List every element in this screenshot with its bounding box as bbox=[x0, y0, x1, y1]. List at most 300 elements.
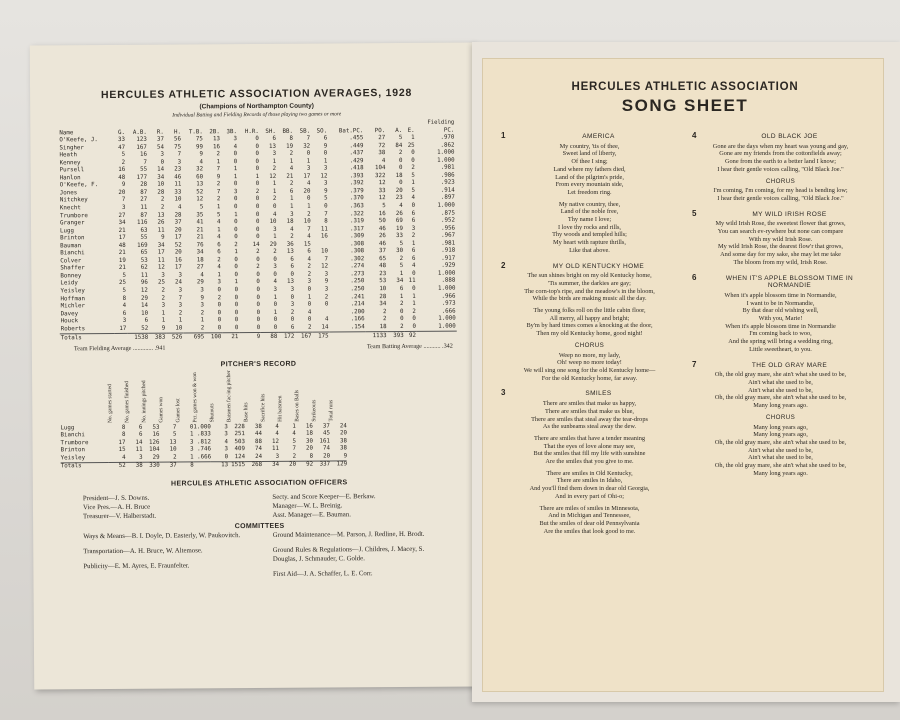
song bbox=[501, 389, 678, 535]
player-cell: 21 bbox=[286, 173, 294, 180]
player-cell: 1 bbox=[289, 203, 294, 210]
player-cell: 13 bbox=[196, 181, 204, 188]
song-title: WHEN IT'S APPLE BLOSSOM TIME IN NORMANDIE bbox=[725, 274, 854, 290]
player-cell: 1 bbox=[411, 180, 415, 187]
player-cell: 167 bbox=[136, 144, 147, 151]
pitcher-column-label: Total runs bbox=[328, 399, 335, 422]
player-cell: 2 bbox=[289, 150, 294, 157]
lyric-line: Many long years ago, bbox=[753, 431, 808, 439]
player-cell: 0 bbox=[255, 219, 260, 226]
player-cell: .250 bbox=[350, 286, 365, 293]
player-cell: .392 bbox=[349, 180, 364, 187]
player-cell: 0 bbox=[290, 271, 295, 278]
player-cell: 5 bbox=[382, 203, 386, 210]
player-cell: 9 bbox=[161, 234, 165, 241]
lyric-line: Ain't what she used to be, bbox=[748, 446, 813, 454]
player-cell: 0 bbox=[411, 150, 415, 157]
player-cell: 12 bbox=[196, 196, 204, 203]
player-cell: 32 bbox=[196, 166, 204, 173]
player-cell: 1.000 bbox=[437, 270, 456, 277]
player-cell: 104 bbox=[374, 165, 386, 172]
song-chorus bbox=[501, 352, 678, 383]
player-cell: 13 bbox=[269, 143, 277, 150]
pitcher-cell: 503 bbox=[234, 438, 246, 446]
player-cell: 4 bbox=[381, 157, 386, 164]
player-cell: 4 bbox=[217, 264, 221, 271]
player-cell: 1 bbox=[233, 173, 238, 180]
lyric-line: Oh, the old gray mare, she ain't what she used to be, bbox=[714, 438, 847, 446]
pitcher-totals-cell: 8 bbox=[177, 462, 194, 470]
player-cell: 3 bbox=[411, 225, 416, 232]
player-cell: 2 bbox=[307, 271, 312, 278]
player-cell: Hoffman bbox=[60, 295, 85, 302]
player-cell: 26 bbox=[395, 210, 403, 217]
player-cell: Pursell bbox=[59, 167, 85, 174]
player-cell: Shaffer bbox=[60, 265, 85, 272]
player-cell: Colver bbox=[60, 258, 82, 265]
player-cell: 0 bbox=[290, 316, 295, 323]
pitcher-cell: 20 bbox=[306, 445, 314, 453]
player-cell: 6 bbox=[290, 264, 294, 271]
lyric-line: Oh, the old gray mare, she ain't what she used to be, bbox=[714, 394, 847, 402]
player-cell: 65 bbox=[379, 255, 387, 262]
player-cell: 3 bbox=[233, 189, 238, 196]
player-cell: 21 bbox=[118, 265, 126, 272]
player-cell: 0 bbox=[412, 285, 416, 292]
player-cell: 25 bbox=[118, 280, 127, 287]
player-cell: 11 bbox=[140, 272, 148, 279]
pitcher-column-label: Hit batsmen bbox=[277, 395, 284, 422]
officers-title: HERCULES ATHLETIC ASSOCIATION OFFICERS bbox=[171, 479, 348, 488]
player-cell: Roberts bbox=[60, 325, 86, 333]
player-cell: 8 bbox=[289, 135, 294, 142]
player-cell: .970 bbox=[440, 134, 455, 141]
player-cell: 5 bbox=[411, 187, 416, 194]
player-cell: 2 bbox=[289, 181, 294, 188]
player-cell: 11 bbox=[174, 181, 182, 188]
lyric-line: By'm by hard times comes a knocking at the door, bbox=[526, 322, 653, 330]
player-cell: 0 bbox=[256, 286, 260, 294]
player-cell: 87 bbox=[140, 189, 148, 196]
pitcher-cell: Lugg bbox=[60, 425, 75, 432]
player-cell: 10 bbox=[175, 325, 183, 332]
player-cell: 0 bbox=[400, 316, 404, 323]
lyric-line: My native country, thee, bbox=[558, 200, 621, 208]
player-cell: 14 bbox=[321, 324, 329, 331]
pitcher-cell: 2 bbox=[292, 453, 297, 460]
player-cell: 16 bbox=[139, 151, 147, 158]
player-cell: 4 bbox=[217, 234, 221, 241]
song-verse bbox=[501, 143, 678, 197]
pitcher-cell: 3 bbox=[139, 454, 143, 461]
averages-page bbox=[30, 42, 479, 689]
player-cell: 0 bbox=[234, 256, 238, 263]
lyric-line: Then my old Kentucky home, good night! bbox=[536, 330, 643, 338]
player-cell: 7 bbox=[178, 295, 183, 302]
player-cell: 25 bbox=[407, 142, 415, 149]
player-cell: 1 bbox=[306, 158, 311, 165]
player-cell: 96 bbox=[140, 280, 148, 287]
player-cell: 0 bbox=[255, 181, 260, 188]
lyric-line: But the smiles that fill my life with sunshine bbox=[533, 450, 646, 458]
pitcher-column-header bbox=[295, 369, 312, 421]
player-cell: 18 bbox=[395, 172, 403, 179]
player-cell: 0 bbox=[217, 317, 222, 324]
player-cell: 75 bbox=[174, 144, 182, 151]
column-header: G. bbox=[117, 129, 125, 136]
song-verse bbox=[501, 435, 678, 466]
player-cell: 1 bbox=[273, 294, 278, 301]
pitcher-totals-cell: 37 bbox=[160, 462, 177, 470]
player-cell: 0 bbox=[256, 256, 260, 263]
player-cell: 23 bbox=[379, 271, 387, 278]
player-cell: 18 bbox=[379, 323, 387, 330]
player-cell: 30 bbox=[396, 248, 404, 255]
player-cell: 0 bbox=[398, 157, 403, 164]
player-cell: .918 bbox=[441, 247, 456, 254]
pitcher-column-headers bbox=[108, 368, 457, 422]
pitcher-cell: 2 bbox=[173, 454, 177, 461]
song-verse bbox=[692, 292, 869, 354]
player-cell: 0 bbox=[217, 309, 222, 316]
pitcher-cell: 11 bbox=[135, 447, 143, 454]
player-cell: 1 bbox=[272, 158, 277, 165]
player-cell: 4 bbox=[307, 233, 311, 240]
player-cell: 0 bbox=[411, 202, 416, 209]
player-cell: .914 bbox=[440, 187, 455, 194]
pitcher-cell: 8 bbox=[309, 453, 314, 460]
player-cell: 19 bbox=[118, 257, 126, 264]
player-cell: 4 bbox=[272, 211, 277, 218]
player-cell: 0 bbox=[273, 271, 277, 278]
committee-entry: First Aid—J. A. Schaffer, L. E. Corr. bbox=[272, 570, 373, 578]
player-cell: Michler bbox=[60, 303, 86, 310]
player-cell: 0 bbox=[256, 324, 261, 331]
player-cell: 6 bbox=[411, 248, 416, 255]
player-cell: 27 bbox=[140, 197, 148, 204]
pitcher-cell: 4 bbox=[122, 454, 126, 461]
column-header: Bat.PC. bbox=[338, 127, 364, 134]
song-number: 4 bbox=[692, 131, 697, 140]
lyric-line: And you'll find them down in dear old Georgia, bbox=[529, 485, 650, 493]
player-cell: 0 bbox=[400, 308, 404, 315]
player-cell: 4 bbox=[233, 143, 238, 150]
lyric-line: Sweet land of liberty, bbox=[562, 150, 617, 158]
player-cell: .274 bbox=[350, 263, 365, 270]
lyric-line: My country, 'tis of thee, bbox=[559, 142, 620, 150]
lyric-line: All merry, all happy and bright; bbox=[549, 314, 630, 322]
committee-entry: Ground Maintenance—M. Parson, J. Redline, H. Brodt. bbox=[272, 531, 425, 540]
player-cell: 1 bbox=[323, 158, 328, 165]
pitcher-column-header bbox=[193, 370, 210, 422]
player-cell: 7 bbox=[324, 256, 329, 263]
player-cell: .437 bbox=[349, 150, 364, 157]
player-cell: .214 bbox=[350, 301, 365, 308]
pitcher-cell: 53 bbox=[152, 424, 160, 431]
player-cell: 9 bbox=[200, 294, 204, 301]
player-cell: .319 bbox=[349, 218, 364, 225]
pitcher-column-label: Sacrifice hits bbox=[260, 393, 267, 422]
player-cell: 4 bbox=[306, 180, 311, 188]
player-cell: .418 bbox=[349, 165, 364, 172]
player-cell: 2 bbox=[307, 211, 311, 218]
player-cell: 9 bbox=[216, 174, 221, 181]
pitcher-cell: 17 bbox=[118, 439, 126, 446]
player-cell: 3 bbox=[273, 226, 277, 233]
pitcher-cell: Trumbore bbox=[60, 440, 89, 447]
player-cell: 3 bbox=[323, 180, 328, 187]
player-cell: 11 bbox=[157, 227, 165, 234]
player-cell: 0 bbox=[234, 272, 238, 279]
pitcher-cell: 5 bbox=[292, 438, 297, 445]
pitcher-cell: 1.000 bbox=[193, 424, 211, 431]
officer-entry: President—J. S. Downs. bbox=[82, 494, 150, 503]
player-cell: 0 bbox=[255, 158, 260, 165]
player-cell: 1 bbox=[411, 240, 416, 247]
lyric-line: Like that above. bbox=[569, 246, 610, 254]
player-cell: 33 bbox=[395, 233, 404, 240]
player-cell: 1 bbox=[234, 211, 238, 218]
player-cell: .981 bbox=[440, 164, 455, 171]
player-cell: .929 bbox=[441, 262, 456, 270]
pitcher-column-header bbox=[244, 370, 261, 422]
pitcher-cell: 16 bbox=[305, 423, 313, 430]
player-cell: 5 bbox=[398, 135, 403, 142]
player-cell: 2 bbox=[382, 316, 387, 323]
pitcher-cell: 161 bbox=[319, 438, 331, 445]
player-cell: 0 bbox=[234, 219, 238, 226]
pitcher-cell: 4 bbox=[292, 431, 296, 438]
column-header: H.R. bbox=[244, 128, 259, 135]
lyric-line: I hear their gentle voices calling, "Old Black Joe." bbox=[717, 165, 844, 173]
player-cell: 29 bbox=[269, 241, 277, 248]
pitcher-cell: Brinton bbox=[60, 447, 86, 454]
lyric-line: We will sing one song for the old Kentucky home— bbox=[523, 366, 656, 374]
pitcher-column-label: No. innings pitched bbox=[141, 380, 148, 423]
pitcher-totals-cell: Totals bbox=[61, 463, 109, 471]
player-cell: 23 bbox=[174, 166, 182, 173]
lyric-line: My wild Irish Rose, the sweetest flower that grows, bbox=[715, 220, 846, 228]
player-cell: Lugg bbox=[60, 227, 75, 235]
player-cell: 3 bbox=[217, 279, 221, 286]
pitcher-cell: 8 bbox=[121, 424, 126, 431]
player-cell: 4 bbox=[273, 279, 277, 286]
lyric-line: Land where my fathers died, bbox=[553, 165, 626, 173]
player-cell: 0 bbox=[255, 226, 260, 233]
player-cell: 6 bbox=[411, 217, 416, 225]
pitcher-column-header bbox=[142, 371, 159, 423]
player-cell: 0 bbox=[256, 309, 261, 316]
player-cell: 8 bbox=[122, 295, 127, 302]
player-cell: 2 bbox=[256, 264, 260, 271]
player-cell: 1 bbox=[272, 188, 277, 195]
player-cell: 0 bbox=[399, 180, 403, 187]
player-cell: 3 bbox=[121, 204, 126, 211]
pitcher-totals-cell: 13 bbox=[211, 462, 228, 470]
player-cell: 3 bbox=[178, 272, 182, 279]
player-cell: 3 bbox=[178, 302, 183, 309]
player-cell: 6 bbox=[290, 324, 295, 331]
column-header: 2B. bbox=[209, 128, 220, 135]
player-cell: 72 bbox=[378, 142, 386, 149]
player-cell: 1 bbox=[234, 279, 239, 286]
player-cell: 5 bbox=[122, 272, 126, 279]
totals-cell bbox=[417, 331, 457, 340]
player-cell: 16 bbox=[174, 257, 182, 264]
song bbox=[501, 132, 678, 255]
player-cell: 1 bbox=[217, 272, 221, 279]
lyric-line: Land of the pilgrim's pride, bbox=[555, 173, 624, 181]
player-cell: .897 bbox=[440, 195, 455, 202]
player-cell: 322 bbox=[374, 172, 386, 179]
player-cell: 2 bbox=[256, 249, 260, 256]
song-heading bbox=[501, 132, 678, 141]
player-cell: 1 bbox=[411, 134, 415, 141]
song-title: MY WILD IRISH ROSE bbox=[752, 210, 827, 218]
player-cell: 37 bbox=[156, 136, 164, 143]
player-cell: 69 bbox=[395, 218, 403, 225]
player-cell: 0 bbox=[234, 234, 238, 241]
column-header: A. bbox=[395, 127, 403, 134]
player-cell: 1.000 bbox=[437, 285, 456, 292]
lyric-line: Are the smiles that you give to me. bbox=[545, 458, 634, 466]
song-columns bbox=[501, 132, 869, 542]
player-cell: .308 bbox=[350, 248, 365, 255]
player-cell: 2 bbox=[324, 294, 329, 301]
player-cell: .967 bbox=[441, 232, 456, 239]
player-cell: 116 bbox=[136, 219, 148, 226]
player-cell: 21 bbox=[118, 250, 126, 257]
player-cell: Heath bbox=[59, 152, 77, 159]
lyric-line: Weep no more, my lady, bbox=[558, 351, 621, 359]
chorus-label: CHORUS bbox=[765, 177, 796, 185]
pitcher-cell: 11 bbox=[272, 446, 280, 453]
player-cell: 4 bbox=[290, 226, 294, 233]
player-cell: 0 bbox=[233, 196, 238, 203]
pitcher-cell: 74 bbox=[255, 446, 263, 453]
pitcher-totals-cell: 20 bbox=[279, 462, 296, 470]
officer-entry: Secty. and Score Keeper—E. Berkaw. bbox=[272, 493, 376, 501]
player-cell: .429 bbox=[349, 157, 364, 165]
pitcher-cell: 15 bbox=[118, 447, 126, 454]
player-cell: 2 bbox=[411, 233, 416, 240]
pitcher-column-header bbox=[329, 369, 346, 421]
lyric-line: Ain't what she used to be, bbox=[748, 386, 813, 394]
player-cell: 5 bbox=[411, 172, 415, 179]
player-cell: 28 bbox=[157, 189, 165, 196]
player-cell: .200 bbox=[350, 308, 365, 315]
song-heading bbox=[692, 361, 869, 370]
player-cell: 1 bbox=[273, 234, 277, 241]
pitcher-cell: 0 bbox=[189, 424, 194, 431]
officers-right-column bbox=[272, 492, 448, 521]
pitcher-totals-cell bbox=[194, 462, 212, 470]
player-cell: 2 bbox=[273, 249, 277, 256]
player-cell: 0 bbox=[306, 150, 311, 157]
song bbox=[692, 210, 869, 267]
lyric-line: When it's apple blossom time in Normandie bbox=[725, 322, 836, 330]
player-cell: 34 bbox=[379, 301, 387, 308]
player-cell: 46 bbox=[174, 174, 182, 181]
player-cell: 1 bbox=[412, 293, 416, 300]
player-cell: 1 bbox=[178, 317, 183, 324]
player-cell: 169 bbox=[137, 242, 148, 249]
player-cell: 0 bbox=[255, 143, 259, 150]
song-verse bbox=[501, 505, 678, 536]
lyric-line: The sun shines bright on my old Kentucky home, bbox=[527, 272, 652, 280]
player-cell: 2 bbox=[382, 308, 387, 315]
song bbox=[692, 274, 869, 354]
player-cell: 12 bbox=[378, 195, 386, 202]
pitcher-cell: 251 bbox=[234, 431, 245, 438]
player-cell: 34 bbox=[196, 249, 204, 256]
player-cell: .981 bbox=[441, 240, 456, 247]
player-cell: 52 bbox=[174, 242, 182, 249]
player-cell: 2 bbox=[399, 255, 404, 262]
chorus-label: CHORUS bbox=[765, 413, 796, 421]
player-cell: 27 bbox=[196, 264, 204, 271]
player-cell: Bauman bbox=[60, 242, 82, 250]
song-sheet-title: SONG SHEET bbox=[621, 96, 749, 115]
lyric-line: Land of the noble free, bbox=[560, 208, 619, 216]
player-cell: 29 bbox=[140, 295, 148, 302]
player-cell: 2 bbox=[272, 196, 277, 203]
pitcher-cell: 10 bbox=[169, 446, 177, 453]
player-cell: 48 bbox=[379, 263, 387, 270]
player-cell: .322 bbox=[349, 210, 364, 217]
lyric-line: That the eyes of love alone may see, bbox=[543, 442, 636, 450]
player-cell: Bianchi bbox=[60, 250, 85, 257]
player-cell: 5 bbox=[122, 287, 127, 294]
player-cell: 0 bbox=[234, 302, 239, 309]
player-cell: 17 bbox=[174, 264, 182, 271]
player-cell: 0 bbox=[307, 196, 311, 203]
pitcher-table bbox=[60, 423, 347, 471]
player-cell: .917 bbox=[441, 255, 456, 262]
pitcher-column-header bbox=[312, 369, 329, 421]
player-cell: 20 bbox=[174, 249, 182, 256]
player-cell: 2 bbox=[217, 294, 222, 301]
pitcher-cell: 13 bbox=[169, 439, 177, 446]
player-cell: 37 bbox=[174, 219, 182, 226]
lyric-line: I'm coming back to woo, bbox=[749, 330, 812, 338]
player-cell: Kenney bbox=[59, 159, 81, 167]
pitcher-totals-cell: 34 bbox=[262, 462, 279, 470]
player-cell: 0 bbox=[217, 287, 222, 294]
player-cell bbox=[312, 241, 329, 249]
player-cell: .449 bbox=[349, 142, 364, 149]
player-cell: 52 bbox=[196, 189, 204, 196]
player-cell: 1 bbox=[273, 309, 278, 316]
player-cell: .952 bbox=[441, 217, 456, 224]
player-cell: 0 bbox=[256, 279, 260, 286]
player-cell: 63 bbox=[140, 227, 148, 234]
pitcher-cell: 38 bbox=[339, 438, 348, 445]
player-cell: 2 bbox=[307, 263, 312, 271]
player-cell: 0 bbox=[217, 324, 222, 332]
player-cell: 2 bbox=[178, 310, 183, 317]
player-cell: 7 bbox=[306, 135, 311, 142]
player-cell: 41 bbox=[196, 219, 204, 226]
player-cell: 123 bbox=[136, 136, 147, 143]
player-cell: 20 bbox=[395, 187, 403, 194]
player-cell: 0 bbox=[411, 157, 415, 164]
pitcher-record bbox=[60, 368, 458, 471]
committees-list bbox=[61, 531, 458, 587]
player-cell: 4 bbox=[177, 204, 182, 211]
totals-cell: 172 bbox=[278, 333, 295, 342]
player-cell: 2 bbox=[200, 325, 205, 332]
